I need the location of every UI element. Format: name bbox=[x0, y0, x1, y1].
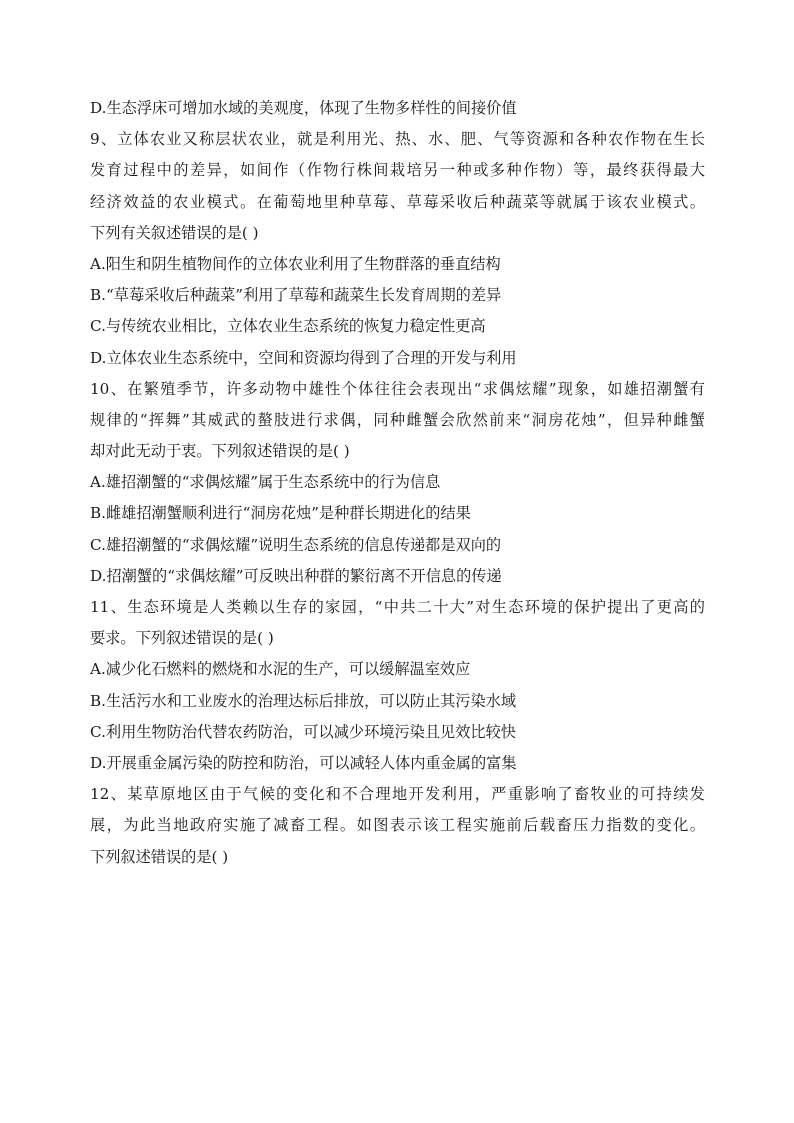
q11-stem-line-1: 11、生态环境是人类赖以生存的家园，“中共二十大”对生态环境的保护提出了更高的 bbox=[90, 598, 705, 616]
q10-option-b: B.雌雄招潮蟹顺利进行“洞房花烛”是种群长期进化的结果 bbox=[90, 504, 471, 523]
q11-option-c: C.利用生物防治代替农药防治，可以减少环境污染且见效比较快 bbox=[90, 722, 516, 741]
q11-option-a: A.减少化石燃料的燃烧和水泥的生产，可以缓解温室效应 bbox=[90, 660, 471, 679]
q12-stem-line-1: 12、某草原地区由于气候的变化和不合理地开发利用，严重影响了畜牧业的可持续发 bbox=[90, 785, 705, 804]
q10-option-d: D.招潮蟹的“求偶炫耀”可反映出种群的繁衍离不开信息的传递 bbox=[90, 566, 502, 585]
q9-option-a: A.阳生和阴生植物间作的立体农业利用了生物群落的垂直结构 bbox=[90, 254, 501, 273]
q10-option-c: C.雄招潮蟹的“求偶炫耀”说明生态系统的信息传递都是双向的 bbox=[90, 535, 502, 554]
q11-option-b: B.生活污水和工业废水的治理达标后排放，可以防止其污染水域 bbox=[90, 691, 517, 710]
q10-stem-line-3: 却对此无动于衷。下列叙述错误的是( ) bbox=[90, 442, 350, 461]
q10-stem-line-2: 规律的“挥舞”其威武的螯肢进行求偶，同种雌蟹会欣然前来“洞房花烛”，但异种雌蟹 bbox=[90, 410, 705, 429]
q12-stem-line-3: 下列叙述错误的是( ) bbox=[90, 847, 229, 866]
q9-stem-line-2: 发育过程中的差异，如间作（作物行株间栽培另一种或多种作物）等，最终获得最大 bbox=[90, 161, 705, 180]
q11-stem-line-2: 要求。下列叙述错误的是( ) bbox=[90, 629, 274, 648]
q10-stem-line-1: 10、在繁殖季节，许多动物中雄性个体往往会表现出“求偶炫耀”现象，如雄招潮蟹有 bbox=[90, 379, 705, 398]
q9-stem-line-3: 经济效益的农业模式。在葡萄地里种草莓、草莓采收后种蔬菜等就属于该农业模式。 bbox=[90, 192, 705, 211]
q11-option-d: D.开展重金属污染的防控和防治，可以减轻人体内重金属的富集 bbox=[90, 753, 517, 772]
q10-option-a: A.雄招潮蟹的“求偶炫耀”属于生态系统中的行为信息 bbox=[90, 473, 441, 492]
q9-option-b: B.“草莓采收后种蔬菜”利用了草莓和蔬菜生长发育周期的差异 bbox=[90, 286, 502, 305]
q12-stem-line-2: 展，为此当地政府实施了减畜工程。如图表示该工程实施前后载畜压力指数的变化。 bbox=[90, 816, 705, 835]
q9-option-c: C.与传统农业相比，立体农业生态系统的恢复力稳定性更高 bbox=[90, 317, 486, 336]
q9-stem-line-1: 9、立体农业又称层状农业，就是利用光、热、水、肥、气等资源和各种农作物在生长 bbox=[90, 130, 705, 149]
q9-stem-line-4: 下列有关叙述错误的是( ) bbox=[90, 223, 259, 242]
question-text bbox=[90, 93, 705, 873]
option-d-q8: D.生态浮床可增加水域的美观度，体现了生物多样性的间接价值 bbox=[90, 99, 517, 117]
q9-option-d: D.立体农业生态系统中，空间和资源均得到了合理的开发与利用 bbox=[90, 348, 517, 367]
